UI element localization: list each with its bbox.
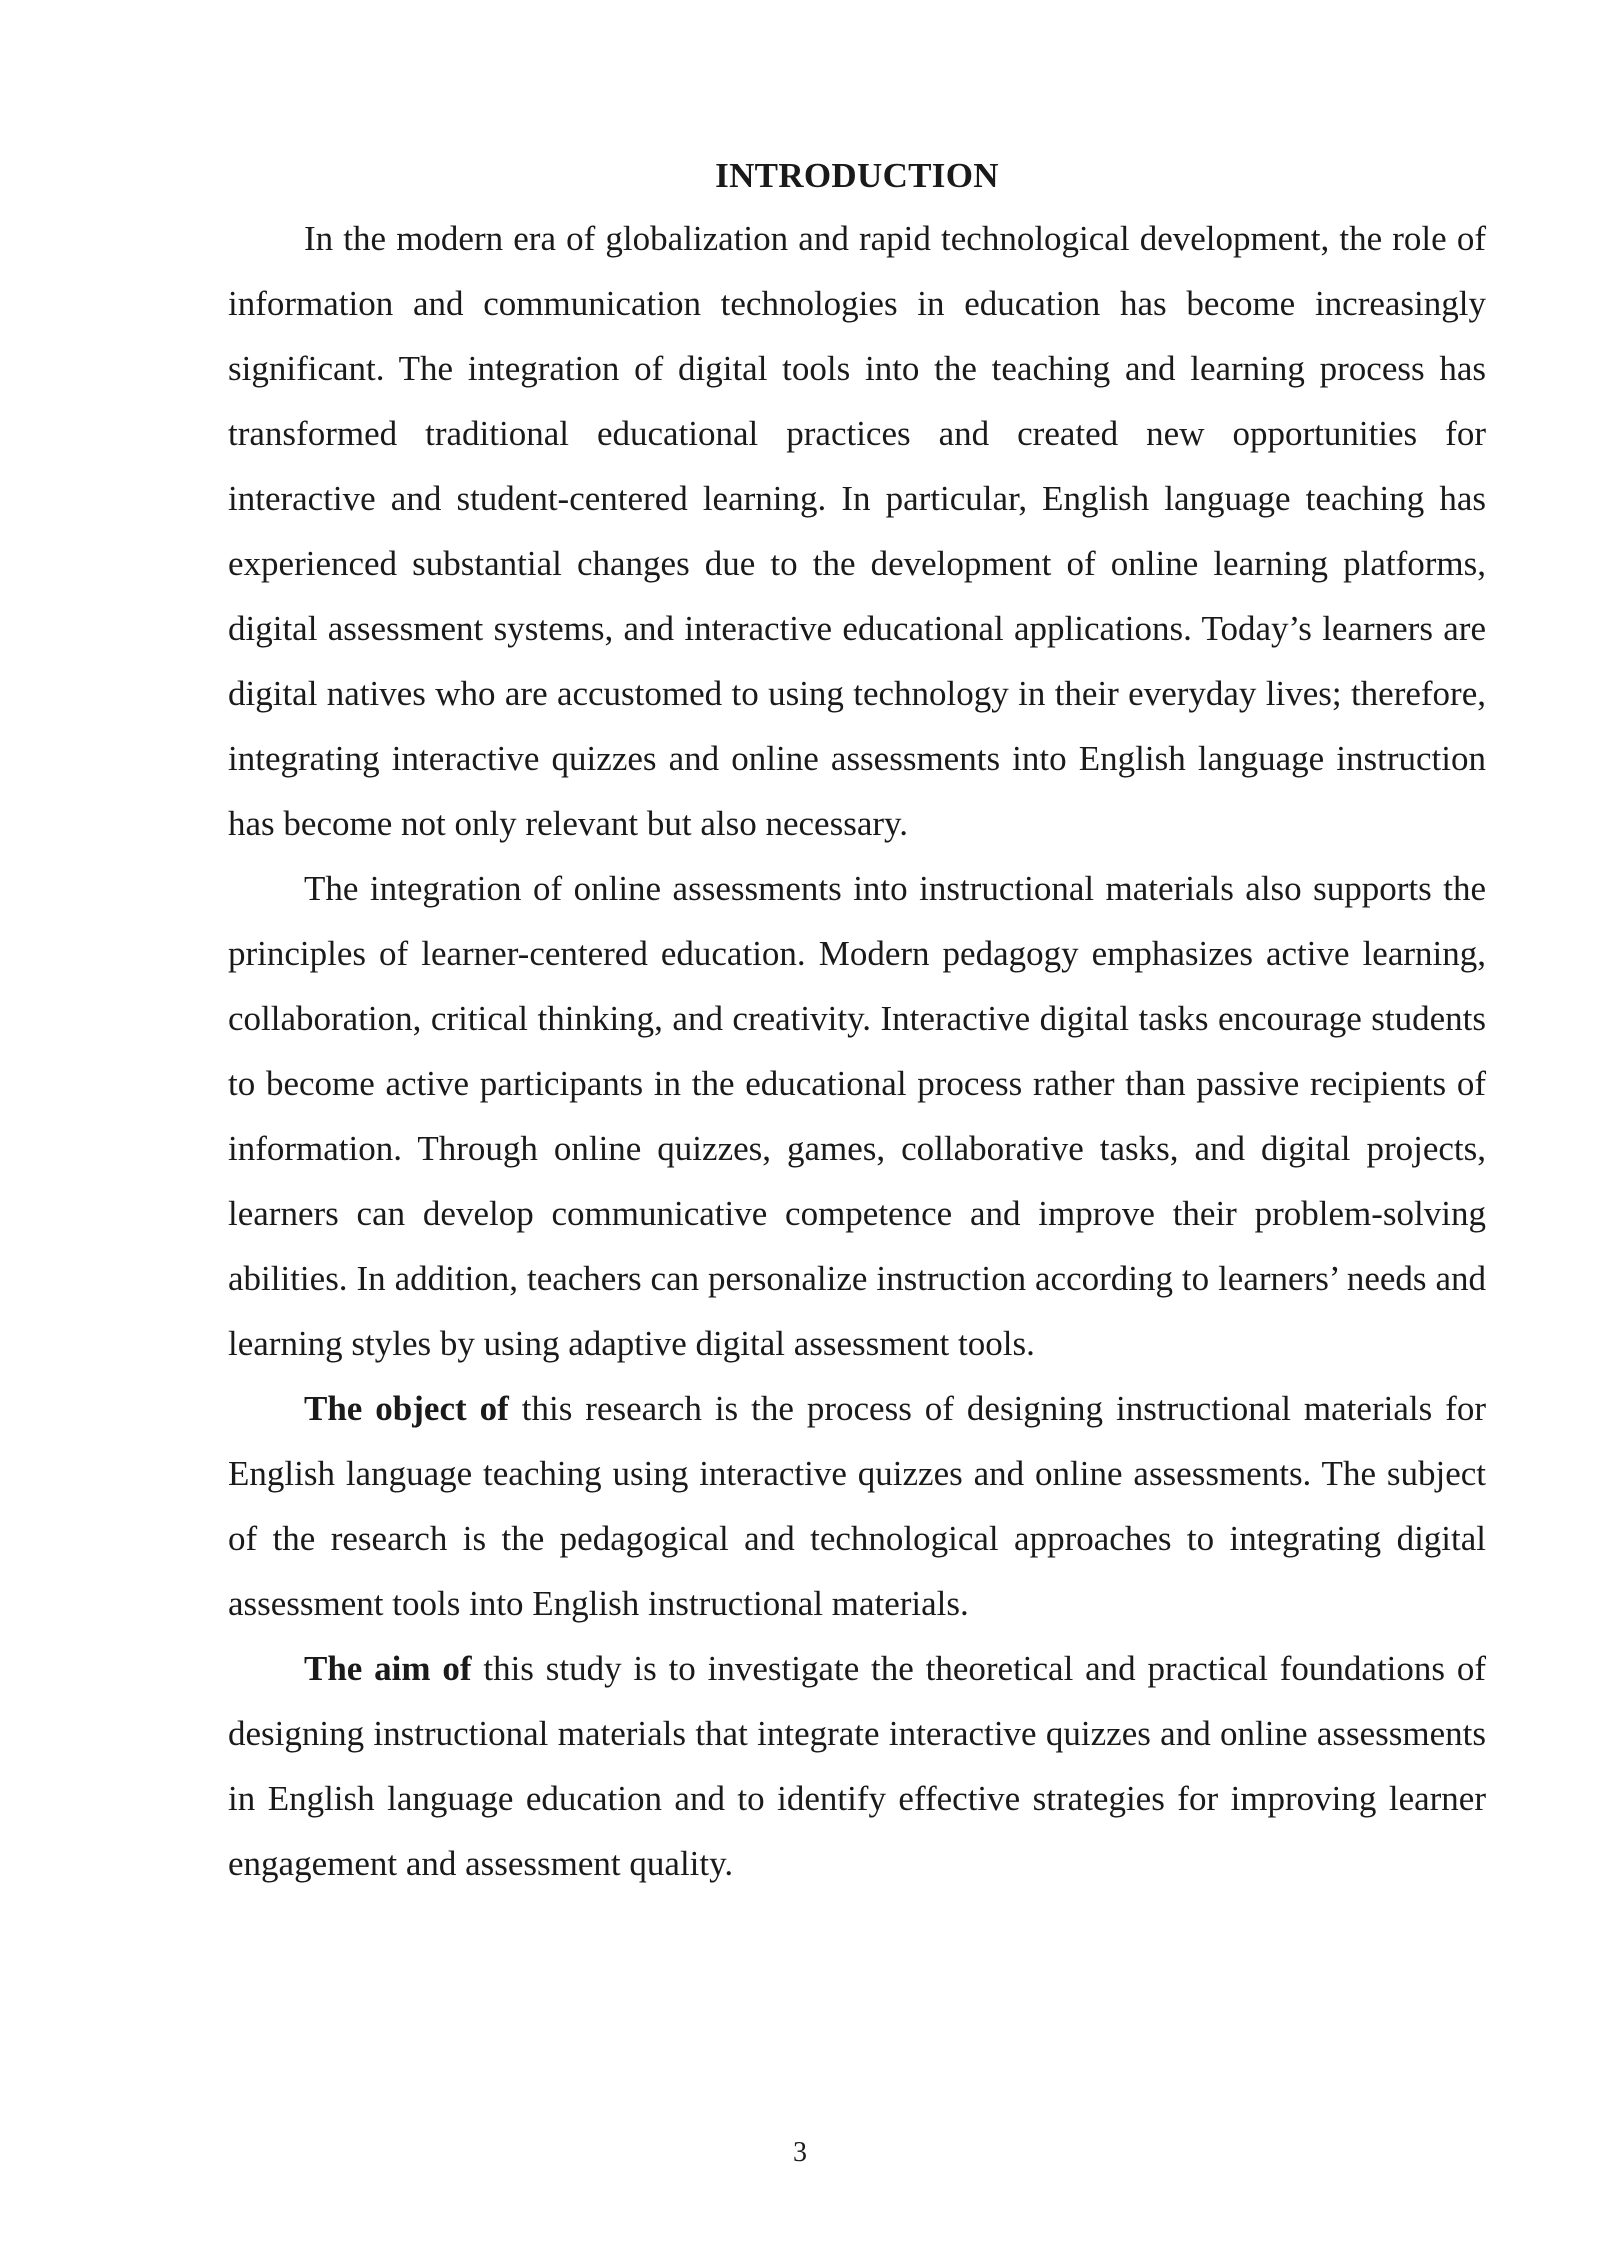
page-content bbox=[228, 146, 1486, 1896]
paragraph-text: this study is to investigate the theoretical and practical foundations of designing instructional materials that integrate interactive quizzes and online assessments in English language education and to identify effective strategies for improving learner engagement and assessment quality. bbox=[228, 1649, 1487, 1883]
page-number: 3 bbox=[793, 2137, 807, 2168]
paragraph-text: The integration of online assessments into instructional materials also supports the principles of learner-centered education. Modern pedagogy emphasizes active learning, collaboration, critical thinking, and creativity. Interactive digital tasks encourage students to become active participants in the educational process rather than passive recipients of information. Through online quizzes, games, collaborative tasks, and digital projects, learners can develop communicative competence and improve their problem-solving abilities. In addition, teachers can personalize instruction according to learners’ needs and learning styles by using adaptive digital assessment tools. bbox=[228, 869, 1486, 1363]
paragraph-lead-bold: The aim of bbox=[304, 1649, 472, 1688]
paragraph-lead-bold: The object of bbox=[304, 1389, 509, 1428]
paragraph-research-object bbox=[228, 1376, 1486, 1636]
paragraph-text: this research is the process of designing instructional materials for English language teaching using interactive quizzes and online assessments. The subject of the research is the pedagogical and technological approaches to integrating digital assessment tools into English instructional materials. bbox=[228, 1389, 1486, 1623]
paragraph-text: In the modern era of globalization and rapid technological development, the role of information and communication technologies in education has become increasingly significant. The integration of digital tools into the teaching and learning process has transformed traditional educational practices and created new opportunities for interactive and student-centered learning. In particular, English language teaching has experienced substantial changes due to the development of online learning platforms, digital assessment systems, and interactive educational applications. Today’s learners are digital natives who are accustomed to using technology in their everyday lives; therefore, integrating interactive quizzes and online assessments into English language instruction has become not only relevant but also necessary. bbox=[228, 219, 1486, 843]
paragraph-research-aim bbox=[228, 1636, 1486, 1896]
paragraph-learner-centered bbox=[228, 856, 1486, 1376]
page-title: INTRODUCTION bbox=[715, 156, 999, 195]
paragraph-introduction-context bbox=[228, 206, 1486, 856]
